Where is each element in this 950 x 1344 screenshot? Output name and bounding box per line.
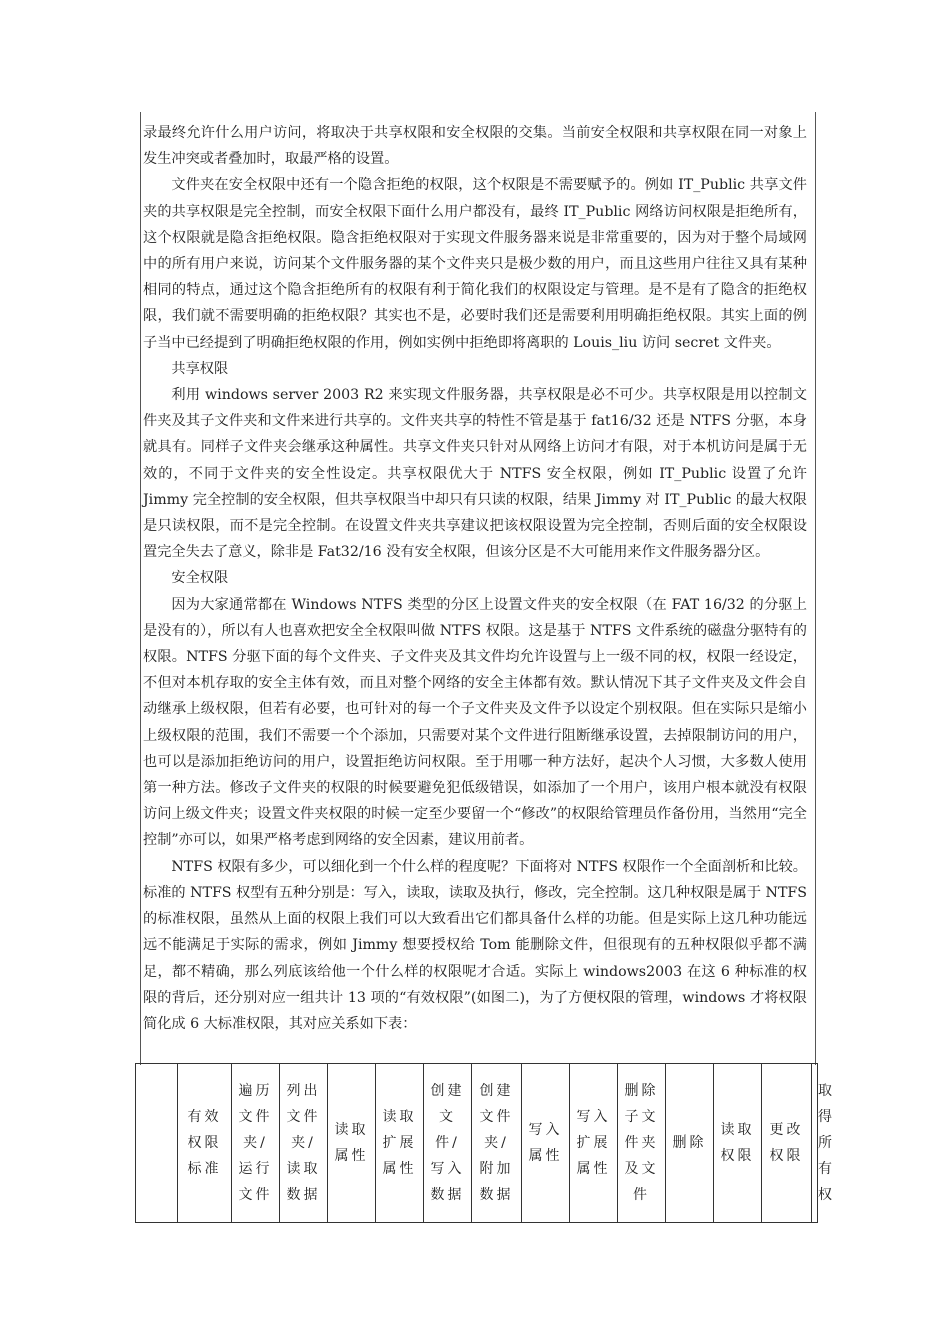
table-header-cell: 读取扩展属性 [376, 1064, 424, 1223]
permission-mapping-table [135, 1063, 835, 1223]
paragraph-share-permissions: 利用 windows server 2003 R2 来实现文件服务器，共享权限是必不可少。共享权限是用以控制文件夹及其子文件夹和文件来进行共享的。文件夹共享的特性不管是基于 fat16/32 还是 NTFS 分驱，本身就具有。同样子文件夹会继承这种属性。共享文件夹只针对从网络上访问才有限，对于本机访问是属于无效的，不同于文件夹的安全性设定。共享权限优大于 NTFS 安全权限，例如 IT_Public 设置了允许 Jimmy 完全控制的安全权限，但共享权限当中却只有只读的权限，结果 Jimmy 对 IT_Public 的最大权限是只读权限，而不是完全控制。在设置文件夹共享建议把该权限设置为完全控制，否则后面的安全权限设置完全失去了意义，除非是 Fat32/16 没有安全权限，但该分区是不大可能用来作文件服务器分区。 [143, 387, 807, 561]
paragraph-implicit-deny: 文件夹在安全权限中还有一个隐含拒绝的权限，这个权限是不需要赋予的。例如 IT_Public 共享文件夹的共享权限是完全控制，而安全权限下面什么用户都没有，最终 IT_Public 网络访问权限是拒绝所有，这个权限就是隐含拒绝权限。隐含拒绝权限对于实现文件服务器来说是非常重要的，因为对于整个局域网中的所有用户来说，访问某个文件服务器的某个文件夹只是极少数的用户，而且这些用户往往又具有某种相同的特点，通过这个隐含拒绝所有的权限有利于简化我们的权限设定与管理。是不是有了隐含的拒绝权限，我们就不需要明确的拒绝权限？其实也不是，必要时我们还是需要利用明确拒绝权限。其实上面的例子当中已经提到了明确拒绝权限的作用，例如实例中拒绝即将离职的 Louis_liu 访问 secret 文件夹。 [143, 177, 807, 351]
table-header-cell: 列出文件夹/读取数据 [280, 1064, 328, 1223]
table-header-cell: 删除 [666, 1064, 714, 1223]
table-header-cell: 写入属性 [522, 1064, 570, 1223]
table-header-cell: 读取属性 [328, 1064, 376, 1223]
table-header-cell: 写入扩展属性 [570, 1064, 618, 1223]
page-border-right [815, 112, 816, 1065]
paragraph-ntfs-permissions: NTFS 权限有多少，可以细化到一个什么样的程度呢？下面将对 NTFS 权限作一个全面剖析和比较。标准的 NTFS 权型有五种分别是：写入，读取，读取及执行，修改，完全控制。这几种权限是属于 NTFS 的标准权限，虽然从上面的权限上我们可以大致看出它们都具备什么样的功能。但是实际上这几种功能远远不能满足于实际的需求，例如 Jimmy 想要授权给 Tom 能删除文件，但很现有的五种权限似乎都不满足，都不精确，那么列底该给他一个什么样的权限呢才合适。实际上 windows2003 在这 6 种标准的权限的背后，还分别对应一组共计 13 项的“有效权限”(如图二)，为了方便权限的管理，windows 才将权限简化成 6 大标准权限，其对应关系如下表： [143, 858, 807, 1032]
table-row-label: 有效权限标准 [178, 1064, 232, 1223]
table-header-cell: 创建文件夹/附加数据 [472, 1064, 522, 1223]
table-header-cell: 取得所有权 [812, 1064, 818, 1223]
document-body [143, 120, 807, 1037]
paragraph-continuation: 录最终允许什么用户访问，将取决于共享权限和安全权限的交集。当前安全权限和共享权限在同一对象上发生冲突或者叠加时，取最严格的设置。 [143, 125, 807, 168]
paragraph-security-permissions: 因为大家通常都在 Windows NTFS 类型的分区上设置文件夹的安全权限（在 FAT 16/32 的分驱上是没有的），所以有人也喜欢把安全全权限叫做 NTFS 权限。这是基于 NTFS 文件系统的磁盘分驱特有的权限。NTFS 分驱下面的每个文件夹、子文件夹及其文件均允许设置与上一级不同的权，权限一经设定，不但对本机存取的安全主体有效，而且对整个网络的安全主体都有效。默认情况下其子文件夹及文件会自动继承上级权限，但若有必要，也可针对的每一个子文件夹及文件予以设定个别权限。但在实际只是缩小上级权限的范围，我们不需要一个个添加，只需要对某个文件进行阻断继承设置，去掉限制访问的用户，也可以是添加拒绝访问的用户，设置拒绝访问权限。至于用哪一种方法好，起决个人习惯，大多数人使用第一种方法。修改子文件夹的权限的时候要避免犯低级错误，如添加了一个用户，该用户根本就没有权限访问上级文件夹；设置文件夹权限的时候一定至少要留一个“修改”的权限给管理员作备份用，当然用“完全控制”亦可以，如果严格考虑到网络的安全因素，建议用前者。 [143, 596, 807, 849]
table-header-row [136, 1064, 818, 1223]
table-blank-cell [136, 1064, 178, 1223]
table-header-cell: 更改权限 [762, 1064, 812, 1223]
section-heading-share-permissions: 共享权限 [171, 360, 229, 377]
table-header-cell: 读取权限 [714, 1064, 762, 1223]
page-border-left [140, 112, 141, 1065]
table-header-cell: 创建文件/写入数据 [424, 1064, 472, 1223]
table-header-cell: 遍历文件夹/运行文件 [232, 1064, 280, 1223]
table-header-cell: 删除子文件夹及文件 [618, 1064, 666, 1223]
section-heading-security-permissions: 安全权限 [171, 570, 229, 587]
